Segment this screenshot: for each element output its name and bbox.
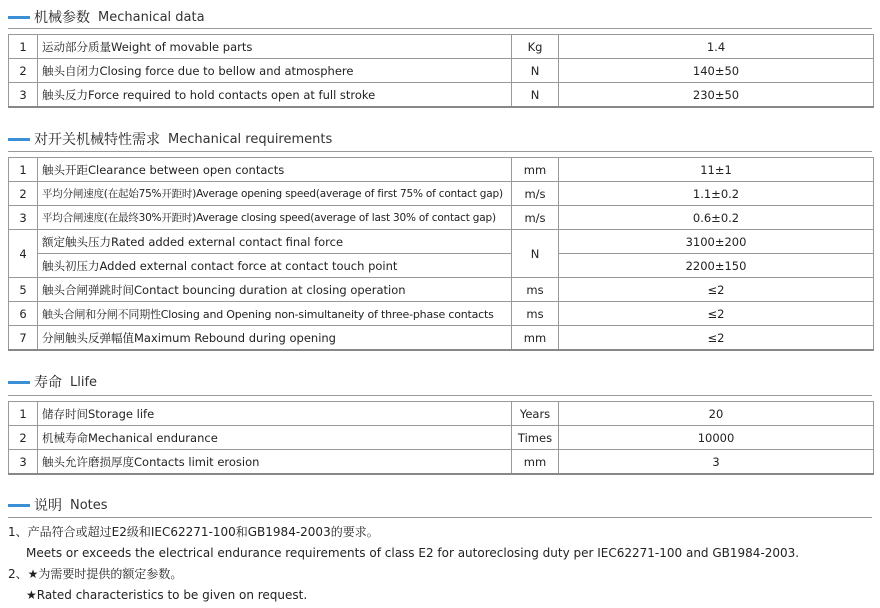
row-description: 平均分闸速度(在起始75%开距时)Average opening speed(average of first 75% of contact gap) [38, 182, 512, 206]
note-line: Meets or exceeds the electrical endurance requirements of class E2 for autoreclosing duty per IEC62271-100 and GB1984-2003. [26, 546, 800, 560]
row-unit: mm [512, 158, 559, 182]
section-title-en: Notes [70, 497, 108, 513]
row-number: 2 [9, 182, 38, 206]
row-value: 20 [559, 402, 874, 426]
section-title-zh: 对开关机械特性需求 [34, 132, 160, 148]
row-unit: ms [512, 302, 559, 326]
row-value: ≤2 [559, 302, 874, 326]
row-value: 140±50 [559, 59, 874, 83]
table-row [9, 158, 874, 182]
section-title-zh: 机械参数 [34, 10, 90, 26]
row-number: 4 [9, 230, 38, 278]
section-title-en: Llife [70, 374, 98, 390]
row-number: 5 [9, 278, 38, 302]
section-header-notes [8, 494, 108, 516]
row-unit: m/s [512, 182, 559, 206]
section-header-life [8, 371, 97, 393]
section-rule [8, 395, 872, 396]
row-number: 1 [9, 35, 38, 59]
row-description: 触头合闸和分闸不同期性Closing and Opening non-simultaneity of three-phase contacts [38, 302, 512, 326]
row-unit: Times [512, 426, 559, 450]
row-value: 0.6±0.2 [559, 206, 874, 230]
section-accent-bar [8, 381, 30, 384]
row-description: 触头开距Clearance between open contacts [38, 158, 512, 182]
section-title-zh: 寿命 [34, 375, 62, 391]
life-table [8, 401, 874, 475]
row-description: 储存时间Storage life [38, 402, 512, 426]
mechanical-data-table [8, 34, 874, 108]
row-value: 11±1 [559, 158, 874, 182]
row-value: 1.1±0.2 [559, 182, 874, 206]
row-unit: ms [512, 278, 559, 302]
section-rule [8, 151, 872, 152]
row-description: 触头自闭力Closing force due to bellow and atmosphere [38, 59, 512, 83]
section-accent-bar [8, 504, 30, 507]
row-value: ≤2 [559, 326, 874, 351]
table-row [9, 83, 874, 108]
row-value: ≤2 [559, 278, 874, 302]
row-number: 3 [9, 206, 38, 230]
table-row [9, 426, 874, 450]
table-row [9, 254, 874, 278]
row-number: 7 [9, 326, 38, 351]
row-description: 分闸触头反弹幅值Maximum Rebound during opening [38, 326, 512, 351]
section-title-zh: 说明 [34, 498, 62, 514]
row-number: 2 [9, 59, 38, 83]
row-description: 运动部分质量Weight of movable parts [38, 35, 512, 59]
section-accent-bar [8, 138, 30, 141]
table-row [9, 59, 874, 83]
row-unit: mm [512, 326, 559, 351]
note-line: 2、★为需要时提供的额定参数。 [8, 567, 183, 581]
table-row [9, 278, 874, 302]
row-number: 6 [9, 302, 38, 326]
row-number: 1 [9, 402, 38, 426]
row-unit: N [512, 59, 559, 83]
row-description: 平均合闸速度(在最终30%开距时)Average closing speed(average of last 30% of contact gap) [38, 206, 512, 230]
row-unit: N [512, 230, 559, 278]
table-row [9, 230, 874, 254]
table-row [9, 326, 874, 351]
row-description: 触头允许磨损厚度Contacts limit erosion [38, 450, 512, 475]
row-number: 3 [9, 83, 38, 108]
section-rule [8, 28, 872, 29]
table-row [9, 402, 874, 426]
section-accent-bar [8, 16, 30, 19]
row-description: 触头合闸弹跳时间Contact bouncing duration at closing operation [38, 278, 512, 302]
row-description: 机械寿命Mechanical endurance [38, 426, 512, 450]
row-number: 3 [9, 450, 38, 475]
note-line: ★Rated characteristics to be given on request. [26, 588, 308, 602]
row-value: 2200±150 [559, 254, 874, 278]
row-unit: Years [512, 402, 559, 426]
notes-list [8, 522, 799, 606]
section-title-en: Mechanical requirements [168, 131, 333, 147]
row-description: 触头初压力Added external contact force at contact touch point [38, 254, 512, 278]
table-row [9, 302, 874, 326]
table-row [9, 450, 874, 475]
section-rule [8, 517, 872, 518]
row-value: 3 [559, 450, 874, 475]
row-unit: N [512, 83, 559, 108]
row-value: 3100±200 [559, 230, 874, 254]
row-value: 10000 [559, 426, 874, 450]
row-unit: mm [512, 450, 559, 475]
section-title-en: Mechanical data [98, 9, 205, 25]
row-description: 额定触头压力Rated added external contact final force [38, 230, 512, 254]
table-row [9, 35, 874, 59]
row-unit: m/s [512, 206, 559, 230]
row-number: 1 [9, 158, 38, 182]
table-row [9, 206, 874, 230]
row-unit: Kg [512, 35, 559, 59]
mechanical-requirements-table [8, 157, 874, 351]
section-header-mechanical-data [8, 6, 205, 28]
section-header-mechanical-requirements [8, 128, 332, 150]
row-description: 触头反力Force required to hold contacts open at full stroke [38, 83, 512, 108]
row-number: 2 [9, 426, 38, 450]
row-value: 1.4 [559, 35, 874, 59]
note-line: 1、产品符合或超过E2级和IEC62271-100和GB1984-2003的要求。 [8, 525, 379, 539]
table-row [9, 182, 874, 206]
row-value: 230±50 [559, 83, 874, 108]
